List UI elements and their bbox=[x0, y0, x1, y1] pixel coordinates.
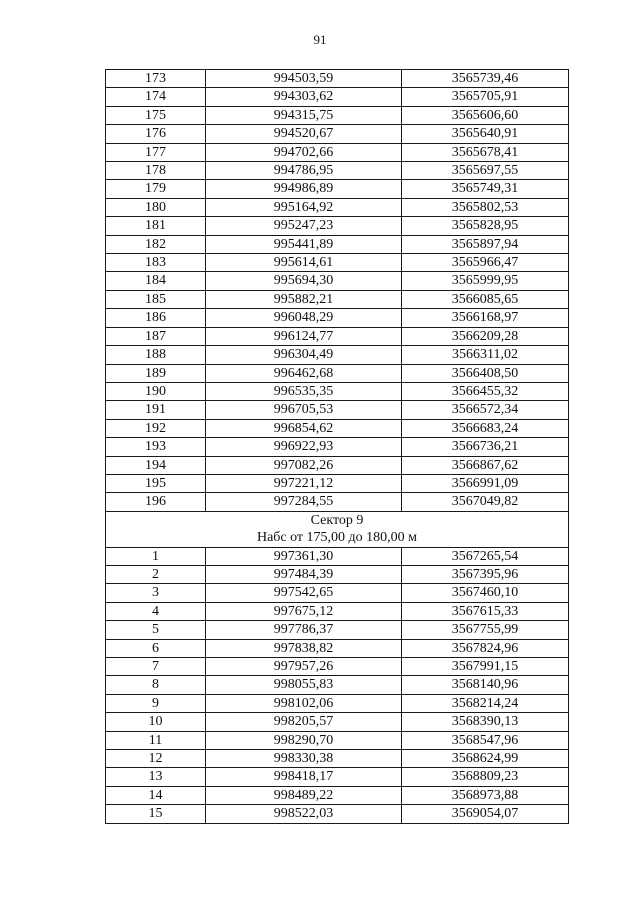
y-coordinate-cell: 3567991,15 bbox=[402, 657, 569, 675]
y-coordinate-cell: 3565697,55 bbox=[402, 162, 569, 180]
table-row bbox=[106, 290, 569, 308]
x-coordinate-cell: 996048,29 bbox=[206, 309, 402, 327]
y-coordinate-cell: 3565678,41 bbox=[402, 143, 569, 161]
point-number-cell: 187 bbox=[106, 327, 206, 345]
y-coordinate-cell: 3565705,91 bbox=[402, 88, 569, 106]
point-number-cell: 13 bbox=[106, 768, 206, 786]
x-coordinate-cell: 997957,26 bbox=[206, 657, 402, 675]
point-number-cell: 15 bbox=[106, 805, 206, 823]
y-coordinate-cell: 3566736,21 bbox=[402, 438, 569, 456]
y-coordinate-cell: 3565749,31 bbox=[402, 180, 569, 198]
point-number-cell: 8 bbox=[106, 676, 206, 694]
x-coordinate-cell: 998330,38 bbox=[206, 750, 402, 768]
table-row bbox=[106, 565, 569, 583]
y-coordinate-cell: 3566991,09 bbox=[402, 474, 569, 492]
table-row bbox=[106, 694, 569, 712]
x-coordinate-cell: 998055,83 bbox=[206, 676, 402, 694]
table-row bbox=[106, 768, 569, 786]
table-row bbox=[106, 657, 569, 675]
point-number-cell: 191 bbox=[106, 401, 206, 419]
point-number-cell: 195 bbox=[106, 474, 206, 492]
point-number-cell: 177 bbox=[106, 143, 206, 161]
table-row bbox=[106, 584, 569, 602]
y-coordinate-cell: 3566455,32 bbox=[402, 382, 569, 400]
point-number-cell: 179 bbox=[106, 180, 206, 198]
x-coordinate-cell: 994315,75 bbox=[206, 106, 402, 124]
point-number-cell: 9 bbox=[106, 694, 206, 712]
table-row bbox=[106, 70, 569, 88]
point-number-cell: 10 bbox=[106, 713, 206, 731]
y-coordinate-cell: 3569054,07 bbox=[402, 805, 569, 823]
x-coordinate-cell: 996304,49 bbox=[206, 346, 402, 364]
x-coordinate-cell: 995614,61 bbox=[206, 254, 402, 272]
x-coordinate-cell: 996124,77 bbox=[206, 327, 402, 345]
y-coordinate-cell: 3568214,24 bbox=[402, 694, 569, 712]
x-coordinate-cell: 996854,62 bbox=[206, 419, 402, 437]
table-row bbox=[106, 254, 569, 272]
table-row bbox=[106, 786, 569, 804]
x-coordinate-cell: 994702,66 bbox=[206, 143, 402, 161]
y-coordinate-cell: 3568624,99 bbox=[402, 750, 569, 768]
table-row bbox=[106, 309, 569, 327]
point-number-cell: 6 bbox=[106, 639, 206, 657]
point-number-cell: 4 bbox=[106, 602, 206, 620]
y-coordinate-cell: 3565966,47 bbox=[402, 254, 569, 272]
table-row bbox=[106, 438, 569, 456]
y-coordinate-cell: 3566572,34 bbox=[402, 401, 569, 419]
point-number-cell: 5 bbox=[106, 621, 206, 639]
coordinates-bottom-section bbox=[106, 547, 569, 823]
point-number-cell: 173 bbox=[106, 70, 206, 88]
y-coordinate-cell: 3567755,99 bbox=[402, 621, 569, 639]
x-coordinate-cell: 996462,68 bbox=[206, 364, 402, 382]
point-number-cell: 182 bbox=[106, 235, 206, 253]
x-coordinate-cell: 996922,93 bbox=[206, 438, 402, 456]
y-coordinate-cell: 3566683,24 bbox=[402, 419, 569, 437]
x-coordinate-cell: 997361,30 bbox=[206, 547, 402, 565]
y-coordinate-cell: 3566209,28 bbox=[402, 327, 569, 345]
point-number-cell: 12 bbox=[106, 750, 206, 768]
y-coordinate-cell: 3568809,23 bbox=[402, 768, 569, 786]
table-row bbox=[106, 456, 569, 474]
x-coordinate-cell: 995694,30 bbox=[206, 272, 402, 290]
point-number-cell: 178 bbox=[106, 162, 206, 180]
y-coordinate-cell: 3567615,33 bbox=[402, 602, 569, 620]
x-coordinate-cell: 996535,35 bbox=[206, 382, 402, 400]
table-row bbox=[106, 217, 569, 235]
table-row bbox=[106, 180, 569, 198]
sector-header bbox=[106, 511, 569, 547]
coordinates-table bbox=[105, 69, 569, 824]
point-number-cell: 14 bbox=[106, 786, 206, 804]
sector-header-cell bbox=[106, 511, 569, 547]
sector-title: Сектор 9 bbox=[310, 512, 364, 528]
x-coordinate-cell: 997675,12 bbox=[206, 602, 402, 620]
x-coordinate-cell: 996705,53 bbox=[206, 401, 402, 419]
x-coordinate-cell: 997284,55 bbox=[206, 493, 402, 511]
x-coordinate-cell: 995882,21 bbox=[206, 290, 402, 308]
x-coordinate-cell: 998102,06 bbox=[206, 694, 402, 712]
y-coordinate-cell: 3568390,13 bbox=[402, 713, 569, 731]
x-coordinate-cell: 997786,37 bbox=[206, 621, 402, 639]
x-coordinate-cell: 998205,57 bbox=[206, 713, 402, 731]
point-number-cell: 3 bbox=[106, 584, 206, 602]
y-coordinate-cell: 3567265,54 bbox=[402, 547, 569, 565]
point-number-cell: 190 bbox=[106, 382, 206, 400]
y-coordinate-cell: 3567049,82 bbox=[402, 493, 569, 511]
point-number-cell: 194 bbox=[106, 456, 206, 474]
x-coordinate-cell: 994503,59 bbox=[206, 70, 402, 88]
table-row bbox=[106, 713, 569, 731]
coordinates-top-section bbox=[106, 70, 569, 512]
y-coordinate-cell: 3568547,96 bbox=[402, 731, 569, 749]
y-coordinate-cell: 3566168,97 bbox=[402, 309, 569, 327]
y-coordinate-cell: 3568140,96 bbox=[402, 676, 569, 694]
y-coordinate-cell: 3566085,65 bbox=[402, 290, 569, 308]
point-number-cell: 188 bbox=[106, 346, 206, 364]
table-row bbox=[106, 327, 569, 345]
y-coordinate-cell: 3567395,96 bbox=[402, 565, 569, 583]
table-row bbox=[106, 382, 569, 400]
y-coordinate-cell: 3566867,62 bbox=[402, 456, 569, 474]
point-number-cell: 175 bbox=[106, 106, 206, 124]
x-coordinate-cell: 994986,89 bbox=[206, 180, 402, 198]
y-coordinate-cell: 3565640,91 bbox=[402, 125, 569, 143]
page-number: 91 bbox=[313, 32, 327, 47]
point-number-cell: 185 bbox=[106, 290, 206, 308]
point-number-cell: 176 bbox=[106, 125, 206, 143]
sector-subtitle: Набс от 175,00 до 180,00 м bbox=[256, 530, 418, 546]
table-row bbox=[106, 106, 569, 124]
y-coordinate-cell: 3565897,94 bbox=[402, 235, 569, 253]
table-row bbox=[106, 474, 569, 492]
table-row bbox=[106, 364, 569, 382]
point-number-cell: 7 bbox=[106, 657, 206, 675]
table-row bbox=[106, 88, 569, 106]
point-number-cell: 184 bbox=[106, 272, 206, 290]
y-coordinate-cell: 3565802,53 bbox=[402, 198, 569, 216]
x-coordinate-cell: 995164,92 bbox=[206, 198, 402, 216]
sector-header-row bbox=[106, 511, 569, 547]
x-coordinate-cell: 997484,39 bbox=[206, 565, 402, 583]
x-coordinate-cell: 997838,82 bbox=[206, 639, 402, 657]
y-coordinate-cell: 3565739,46 bbox=[402, 70, 569, 88]
table-row bbox=[106, 235, 569, 253]
point-number-cell: 1 bbox=[106, 547, 206, 565]
x-coordinate-cell: 994303,62 bbox=[206, 88, 402, 106]
point-number-cell: 189 bbox=[106, 364, 206, 382]
table-row bbox=[106, 125, 569, 143]
point-number-cell: 183 bbox=[106, 254, 206, 272]
point-number-cell: 193 bbox=[106, 438, 206, 456]
point-number-cell: 11 bbox=[106, 731, 206, 749]
x-coordinate-cell: 994520,67 bbox=[206, 125, 402, 143]
y-coordinate-cell: 3565999,95 bbox=[402, 272, 569, 290]
point-number-cell: 180 bbox=[106, 198, 206, 216]
table-row bbox=[106, 198, 569, 216]
table-row bbox=[106, 805, 569, 823]
table-row bbox=[106, 547, 569, 565]
table-row bbox=[106, 602, 569, 620]
point-number-cell: 181 bbox=[106, 217, 206, 235]
table-row bbox=[106, 419, 569, 437]
point-number-cell: 192 bbox=[106, 419, 206, 437]
point-number-cell: 174 bbox=[106, 88, 206, 106]
table-row bbox=[106, 272, 569, 290]
x-coordinate-cell: 998489,22 bbox=[206, 786, 402, 804]
y-coordinate-cell: 3565828,95 bbox=[402, 217, 569, 235]
table-row bbox=[106, 346, 569, 364]
table-row bbox=[106, 143, 569, 161]
y-coordinate-cell: 3566311,02 bbox=[402, 346, 569, 364]
x-coordinate-cell: 995441,89 bbox=[206, 235, 402, 253]
y-coordinate-cell: 3567824,96 bbox=[402, 639, 569, 657]
x-coordinate-cell: 997542,65 bbox=[206, 584, 402, 602]
x-coordinate-cell: 998522,03 bbox=[206, 805, 402, 823]
table-row bbox=[106, 731, 569, 749]
x-coordinate-cell: 998418,17 bbox=[206, 768, 402, 786]
x-coordinate-cell: 995247,23 bbox=[206, 217, 402, 235]
x-coordinate-cell: 997082,26 bbox=[206, 456, 402, 474]
point-number-cell: 186 bbox=[106, 309, 206, 327]
table-row bbox=[106, 401, 569, 419]
point-number-cell: 196 bbox=[106, 493, 206, 511]
x-coordinate-cell: 994786,95 bbox=[206, 162, 402, 180]
table-row bbox=[106, 621, 569, 639]
y-coordinate-cell: 3566408,50 bbox=[402, 364, 569, 382]
x-coordinate-cell: 997221,12 bbox=[206, 474, 402, 492]
y-coordinate-cell: 3565606,60 bbox=[402, 106, 569, 124]
y-coordinate-cell: 3568973,88 bbox=[402, 786, 569, 804]
table-row bbox=[106, 162, 569, 180]
point-number-cell: 2 bbox=[106, 565, 206, 583]
x-coordinate-cell: 998290,70 bbox=[206, 731, 402, 749]
table-row bbox=[106, 493, 569, 511]
table-row bbox=[106, 676, 569, 694]
y-coordinate-cell: 3567460,10 bbox=[402, 584, 569, 602]
table-row bbox=[106, 639, 569, 657]
table-row bbox=[106, 750, 569, 768]
